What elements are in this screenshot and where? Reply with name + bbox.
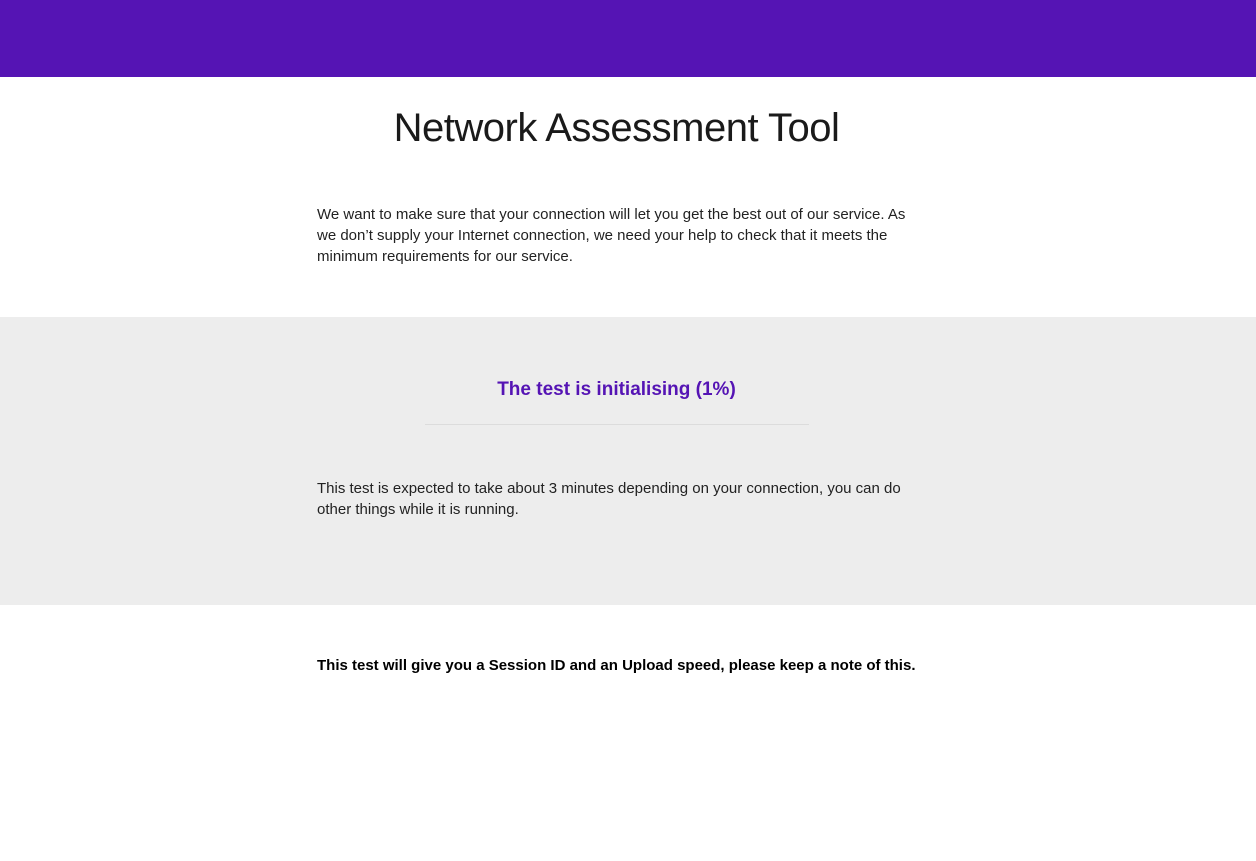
- page-title: Network Assessment Tool: [393, 106, 840, 150]
- status-divider: [425, 424, 809, 425]
- test-duration-note: This test is expected to take about 3 minutes depending on your connection, you can do other things while it is running.: [317, 480, 901, 518]
- intro-text: We want to make sure that your connection will let you get the best out of our service. As we don’t supply your Internet connection, we need your help to check that it meets the minimum requirements for our service.: [317, 206, 906, 265]
- top-brand-bar: [0, 0, 1256, 77]
- session-id-notice: This test will give you a Session ID and an Upload speed, please keep a note of this.: [317, 657, 916, 674]
- test-status-heading: The test is initialising (1%): [497, 379, 736, 400]
- test-status-panel: [0, 317, 1256, 605]
